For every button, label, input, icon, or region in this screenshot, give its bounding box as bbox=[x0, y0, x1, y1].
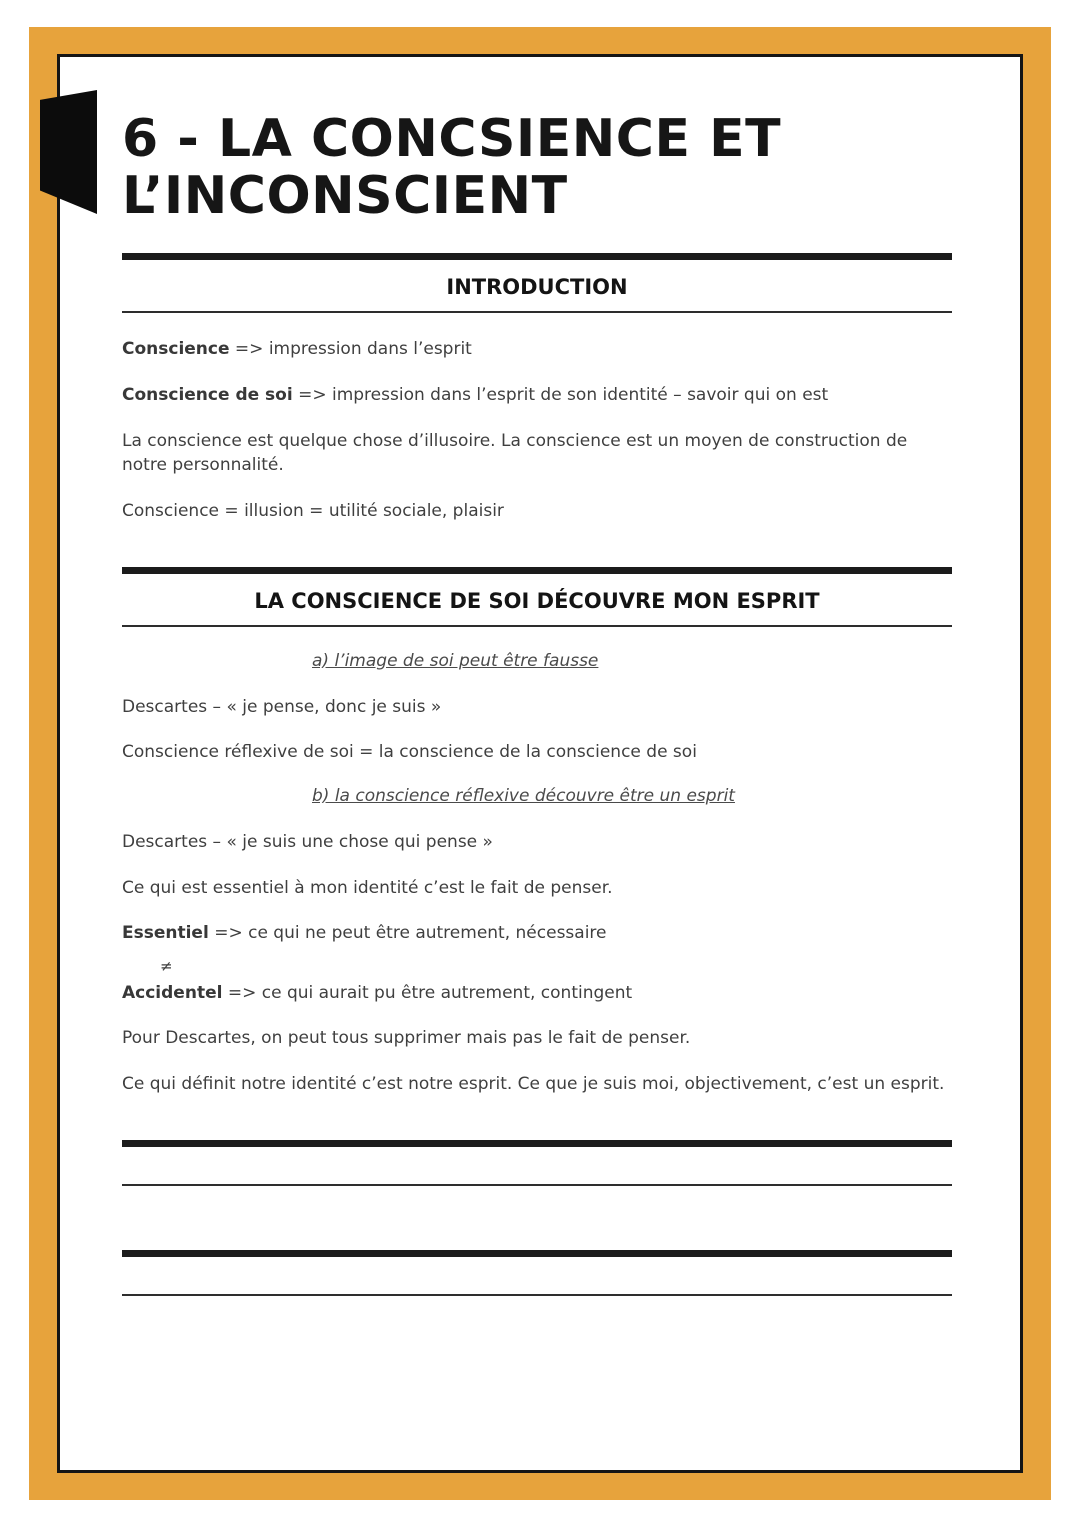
empty-section-2 bbox=[122, 1250, 952, 1296]
paragraph-descartes-chose-qui-pense: Descartes – « je suis une chose qui pense » bbox=[122, 831, 493, 852]
spacer bbox=[122, 1186, 952, 1250]
subheading-a bbox=[312, 651, 952, 671]
term-conscience: Conscience bbox=[122, 339, 230, 360]
paragraph-supprimer-penser: Pour Descartes, on peut tous supprimer mais pas le fait de penser. bbox=[122, 1028, 691, 1049]
term-accidentel: Accidentel bbox=[122, 982, 223, 1003]
paragraph-descartes-cogito: Descartes – « je pense, donc je suis » bbox=[122, 696, 442, 717]
empty-section-1 bbox=[122, 1140, 952, 1186]
paragraph-conscience-reflexive: Conscience réflexive de soi = la conscience de la conscience de soi bbox=[122, 742, 697, 763]
notes-page bbox=[57, 54, 1023, 1473]
spacer bbox=[122, 545, 952, 567]
page-title: 6 - LA CONCSIENCE ET L’INCONSCIENT bbox=[122, 109, 782, 227]
paragraph-identite-esprit: Ce qui définit notre identité c’est notre esprit. Ce que je suis moi, objectivement, c’est un esprit. bbox=[122, 1074, 945, 1095]
definition-essentiel: => ce qui ne peut être autrement, nécessaire bbox=[208, 923, 607, 944]
subheading-a-text: a) l’image de soi peut être fausse bbox=[312, 650, 599, 671]
section-heading-introduction: INTRODUCTION bbox=[122, 253, 952, 313]
paragraph-essentiel-identite: Ce qui est essentiel à mon identité c’est le fait de penser. bbox=[122, 877, 613, 898]
definition-conscience: => impression dans l’esprit bbox=[229, 339, 472, 360]
paragraph-accidentel bbox=[122, 981, 952, 1006]
subheading-b-text: b) la conscience réflexive découvre être un esprit bbox=[312, 785, 735, 806]
spacer bbox=[122, 1118, 952, 1140]
paragraph-conscience-equation: Conscience = illusion = utilité sociale, plaisir bbox=[122, 500, 504, 521]
subheading-b bbox=[312, 786, 952, 806]
definition-accidentel: => ce qui aurait pu être autrement, contingent bbox=[222, 982, 633, 1003]
paragraph-essentiel bbox=[122, 921, 952, 946]
paragraph-conscience bbox=[122, 337, 952, 362]
not-equal-symbol: ≠ bbox=[160, 956, 173, 975]
term-essentiel: Essentiel bbox=[122, 923, 209, 944]
term-conscience-de-soi: Conscience de soi bbox=[122, 385, 293, 406]
paragraph-illusion: La conscience est quelque chose d’illusoire. La conscience est un moyen de construction de notre personnalité. bbox=[122, 430, 908, 476]
section-heading-conscience-de-soi: LA CONSCIENCE DE SOI DÉCOUVRE MON ESPRIT bbox=[122, 567, 952, 627]
orange-frame bbox=[29, 27, 1051, 1500]
definition-conscience-de-soi: => impression dans l’esprit de son identité – savoir qui on est bbox=[292, 385, 829, 406]
paragraph-conscience-de-soi bbox=[122, 383, 952, 408]
